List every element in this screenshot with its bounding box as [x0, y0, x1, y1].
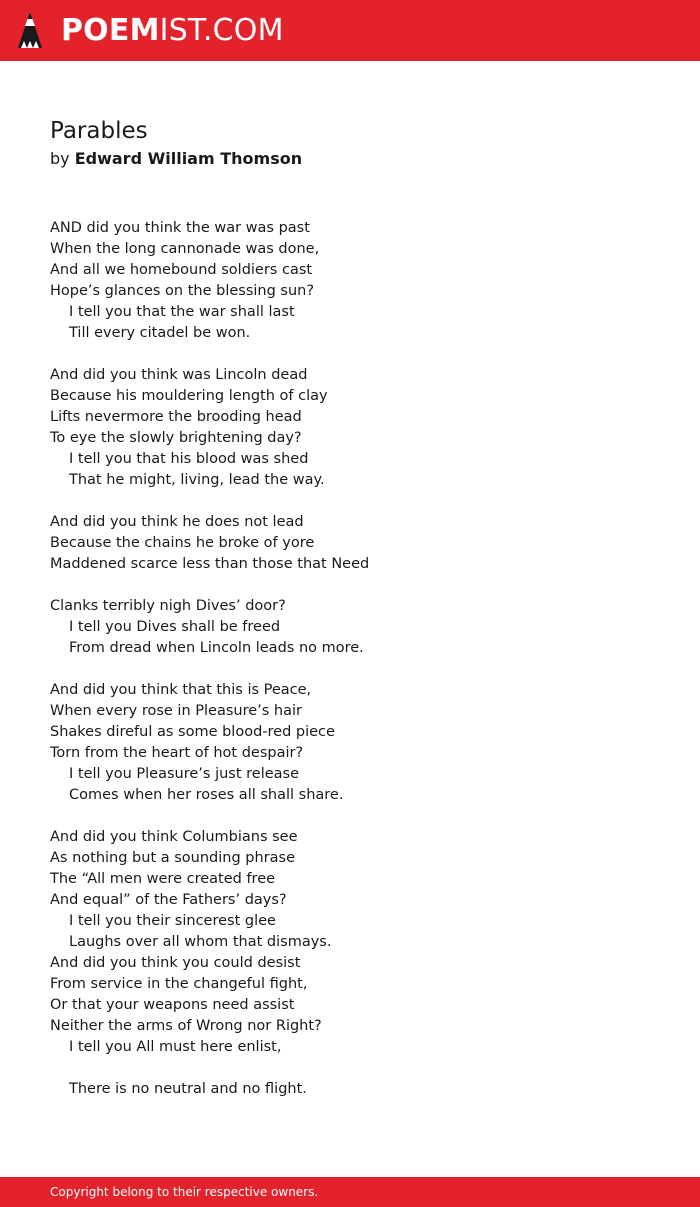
poem-line: And did you think Columbians see — [50, 829, 298, 845]
stanza-break — [50, 344, 369, 365]
by-label: by — [50, 149, 70, 168]
poem-line: Hope’s glances on the blessing sun? — [50, 283, 315, 299]
poem-line: I tell you Pleasure’s just release — [69, 766, 300, 782]
poem-line: Or that your weapons need assist — [50, 997, 295, 1013]
site-logo-link[interactable] — [16, 8, 284, 53]
copyright-text: Copyright belong to their respective owners. — [50, 1185, 319, 1199]
poem-line: Laughs over all whom that dismays. — [69, 934, 332, 950]
poem-line: Till every citadel be won. — [69, 325, 251, 341]
poem-line: Clanks terribly nigh Dives’ door? — [50, 598, 286, 614]
poem-line: AND did you think the war was past — [50, 220, 310, 236]
poem-line: And did you think he does not lead — [50, 514, 304, 530]
stanza-break — [50, 659, 369, 680]
stanza-break — [50, 806, 369, 827]
poem-line: Maddened scarce less than those that Need — [50, 556, 370, 572]
poem-line: Neither the arms of Wrong nor Right? — [50, 1018, 322, 1034]
poem-title: Parables — [50, 118, 148, 144]
poem-line: I tell you Dives shall be freed — [69, 619, 281, 635]
poem-line: As nothing but a sounding phrase — [50, 850, 295, 866]
pencil-icon — [16, 10, 44, 52]
poem-line: And all we homebound soldiers cast — [50, 262, 313, 278]
stanza-break — [50, 491, 369, 512]
poem-line: Because his mouldering length of clay — [50, 388, 328, 404]
poem-line: When every rose in Pleasure’s hair — [50, 703, 302, 719]
poem-line: When the long cannonade was done, — [50, 241, 320, 257]
poem-line: Because the chains he broke of yore — [50, 535, 315, 551]
poem-line: I tell you that his blood was shed — [69, 451, 309, 467]
poem-line: I tell you their sincerest glee — [69, 913, 276, 929]
poem-line: There is no neutral and no flight. — [69, 1081, 307, 1097]
poem-line: And did you think was Lincoln dead — [50, 367, 308, 383]
poem-line: To eye the slowly brightening day? — [50, 430, 302, 446]
poem-line: That he might, living, lead the way. — [69, 472, 325, 488]
logo-light-text: IST.COM — [159, 12, 284, 48]
site-logo-text — [61, 12, 284, 48]
poem-line: And did you think you could desist — [50, 955, 301, 971]
poem-heading — [50, 114, 650, 170]
site-header — [0, 0, 700, 61]
poem-byline — [50, 148, 650, 170]
poem-line: Torn from the heart of hot despair? — [50, 745, 304, 761]
poem-line: Shakes direful as some blood-red piece — [50, 724, 335, 740]
stanza-break — [50, 1058, 369, 1079]
poem-line: I tell you that the war shall last — [69, 304, 295, 320]
poem-line: Lifts nevermore the brooding head — [50, 409, 302, 425]
site-footer — [0, 1177, 700, 1207]
poem-line: I tell you All must here enlist, — [69, 1039, 282, 1055]
poem-line: And equal” of the Fathers’ days? — [50, 892, 287, 908]
poem-line: The “All men were created free — [50, 871, 276, 887]
poem-body — [50, 218, 369, 1100]
poem-line: Comes when her roses all shall share. — [69, 787, 344, 803]
poem-line: From service in the changeful fight, — [50, 976, 308, 992]
poem-author: Edward William Thomson — [74, 149, 303, 168]
stanza-break — [50, 575, 369, 596]
logo-bold-text: POEM — [61, 12, 160, 48]
poem-line: From dread when Lincoln leads no more. — [69, 640, 364, 656]
poem-line: And did you think that this is Peace, — [50, 682, 312, 698]
